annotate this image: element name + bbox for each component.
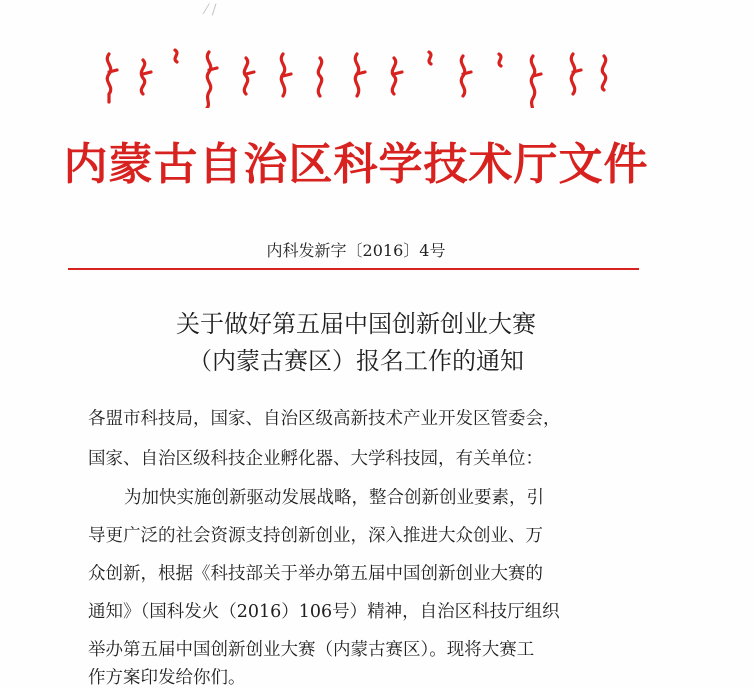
body-line-8: 作方案印发给你们。	[88, 668, 246, 688]
mongolian-glyph	[281, 54, 291, 96]
mongolian-glyph	[461, 56, 471, 96]
mongolian-glyph	[175, 50, 177, 62]
notice-title-line-2: （内蒙古赛区）报名工作的通知	[188, 347, 524, 375]
body-line-1: 各盟市科技局，国家、自治区级高新技术产业开发区管委会，	[88, 409, 561, 429]
body-line-6: 通知》（国科发火（2016）106号）精神，自治区科技厅组织	[88, 602, 560, 622]
scan-mark: ⁄ ∕	[205, 2, 217, 18]
notice-title-line-1: 关于做好第五届中国创新创业大赛	[176, 310, 536, 338]
mongolian-glyph	[429, 52, 431, 64]
document-number: 内科发新字〔2016〕4号	[266, 241, 446, 260]
red-divider	[68, 268, 639, 270]
mongolian-glyph	[602, 56, 605, 90]
mongolian-glyph	[318, 58, 321, 96]
mongolian-glyph	[392, 58, 402, 94]
mongolian-script-header	[95, 48, 615, 108]
mongolian-glyph	[141, 60, 151, 94]
mongolian-glyph	[571, 54, 581, 94]
mongolian-glyph	[499, 54, 501, 66]
mongolian-glyph	[107, 54, 117, 102]
mongolian-glyph	[355, 54, 365, 96]
body-line-4: 导更广泛的社会资源支持创新创业，深入推进大众创业、万	[88, 526, 543, 546]
body-line-2: 国家、自治区级科技企业孵化器、大学科技园，有关单位：	[88, 449, 543, 469]
mongolian-glyph	[207, 52, 217, 108]
body-line-3: 为加快实施创新驱动发展战略，整合创新创业要素，引	[124, 488, 544, 508]
issuer-title: 内蒙古自治区科学技术厅文件	[63, 139, 649, 190]
mongolian-glyph	[244, 58, 254, 94]
body-line-7: 举办第五届中国创新创业大赛（内蒙古赛区）。现将大赛工	[88, 640, 535, 660]
body-line-5: 众创新，根据《科技部关于举办第五届中国创新创业大赛的	[88, 564, 543, 584]
mongolian-glyph	[531, 56, 541, 108]
